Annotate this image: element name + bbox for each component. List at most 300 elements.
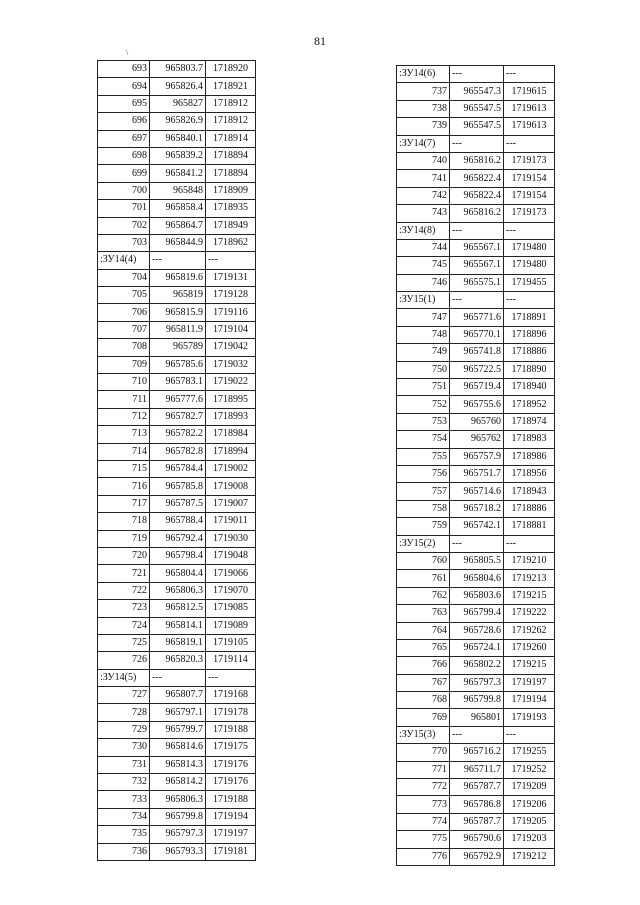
y-coordinate-cell: 1719085 bbox=[206, 600, 256, 617]
table-row bbox=[98, 391, 256, 408]
point-number-cell: 720 bbox=[98, 547, 150, 564]
y-coordinate-cell: 1718949 bbox=[206, 217, 256, 234]
y-coordinate-cell: --- bbox=[504, 292, 555, 309]
y-coordinate-cell: 1718894 bbox=[206, 147, 256, 164]
point-number-cell: 734 bbox=[98, 808, 150, 825]
y-coordinate-cell: 1719613 bbox=[504, 100, 555, 117]
x-coordinate-cell: 965848 bbox=[150, 182, 206, 199]
x-coordinate-cell: --- bbox=[450, 726, 504, 743]
table-row bbox=[98, 791, 256, 808]
x-coordinate-cell: --- bbox=[150, 669, 206, 686]
y-coordinate-cell: 1718891 bbox=[504, 309, 555, 326]
point-number-cell: 745 bbox=[397, 257, 450, 274]
x-coordinate-cell: 965816.2 bbox=[450, 205, 504, 222]
table-row bbox=[397, 83, 555, 100]
y-coordinate-cell: 1719212 bbox=[504, 848, 555, 865]
x-coordinate-cell: 965792.4 bbox=[150, 530, 206, 547]
x-coordinate-cell: 965728.6 bbox=[450, 622, 504, 639]
table-row bbox=[397, 309, 555, 326]
y-coordinate-cell: 1718935 bbox=[206, 200, 256, 217]
point-number-cell: 748 bbox=[397, 326, 450, 343]
y-coordinate-cell: 1719032 bbox=[206, 356, 256, 373]
y-coordinate-cell: 1719193 bbox=[504, 709, 555, 726]
y-coordinate-cell: 1718986 bbox=[504, 448, 555, 465]
point-number-cell: 704 bbox=[98, 269, 150, 286]
point-number-cell: 718 bbox=[98, 513, 150, 530]
table-row bbox=[397, 152, 555, 169]
y-coordinate-cell: 1718920 bbox=[206, 61, 256, 78]
x-coordinate-cell: 965547.3 bbox=[450, 83, 504, 100]
x-coordinate-cell: 965567.1 bbox=[450, 239, 504, 256]
point-number-cell: 730 bbox=[98, 739, 150, 756]
x-coordinate-cell: 965802.2 bbox=[450, 657, 504, 674]
point-number-cell: 708 bbox=[98, 339, 150, 356]
y-coordinate-cell: 1719089 bbox=[206, 617, 256, 634]
x-coordinate-cell: --- bbox=[450, 535, 504, 552]
x-coordinate-cell: 965760 bbox=[450, 413, 504, 430]
x-coordinate-cell: 965547.5 bbox=[450, 100, 504, 117]
y-coordinate-cell: 1719168 bbox=[206, 687, 256, 704]
y-coordinate-cell: 1719194 bbox=[206, 808, 256, 825]
table-row bbox=[98, 287, 256, 304]
point-number-cell: 709 bbox=[98, 356, 150, 373]
x-coordinate-cell: 965819.1 bbox=[150, 634, 206, 651]
table-row bbox=[397, 239, 555, 256]
x-coordinate-cell: 965839.2 bbox=[150, 147, 206, 164]
y-coordinate-cell: 1718894 bbox=[206, 165, 256, 182]
coordinates-table-right-body bbox=[397, 66, 555, 866]
y-coordinate-cell: 1719252 bbox=[504, 761, 555, 778]
table-row bbox=[397, 66, 555, 83]
table-row bbox=[397, 779, 555, 796]
y-coordinate-cell: 1719154 bbox=[504, 187, 555, 204]
table-row bbox=[397, 448, 555, 465]
y-coordinate-cell: 1719011 bbox=[206, 513, 256, 530]
section-label-cell: :ЗУ15(3) bbox=[397, 726, 450, 743]
point-number-cell: 733 bbox=[98, 791, 150, 808]
y-coordinate-cell: 1718886 bbox=[504, 344, 555, 361]
table-row bbox=[98, 200, 256, 217]
point-number-cell: 768 bbox=[397, 692, 450, 709]
point-number-cell: 776 bbox=[397, 848, 450, 865]
section-label-cell: :ЗУ15(2) bbox=[397, 535, 450, 552]
table-row bbox=[98, 756, 256, 773]
table-row bbox=[397, 692, 555, 709]
y-coordinate-cell: 1718956 bbox=[504, 465, 555, 482]
y-coordinate-cell: 1718952 bbox=[504, 396, 555, 413]
x-coordinate-cell: 965783.1 bbox=[150, 374, 206, 391]
x-coordinate-cell: --- bbox=[450, 222, 504, 239]
table-row bbox=[98, 61, 256, 78]
section-label-cell: :ЗУ14(7) bbox=[397, 135, 450, 152]
table-row bbox=[397, 413, 555, 430]
coordinates-table-left bbox=[97, 60, 256, 861]
table-row bbox=[98, 582, 256, 599]
x-coordinate-cell: 965714.6 bbox=[450, 483, 504, 500]
x-coordinate-cell: 965812.5 bbox=[150, 600, 206, 617]
table-row bbox=[397, 344, 555, 361]
point-number-cell: 756 bbox=[397, 465, 450, 482]
y-coordinate-cell: 1719114 bbox=[206, 652, 256, 669]
table-row bbox=[397, 500, 555, 517]
y-coordinate-cell: 1719215 bbox=[504, 587, 555, 604]
y-coordinate-cell: 1718912 bbox=[206, 113, 256, 130]
x-coordinate-cell: 965787.7 bbox=[450, 813, 504, 830]
x-coordinate-cell: 965785.6 bbox=[150, 356, 206, 373]
point-number-cell: 698 bbox=[98, 147, 150, 164]
coordinates-table-right bbox=[396, 65, 555, 866]
section-label-cell: :ЗУ14(6) bbox=[397, 66, 450, 83]
table-row bbox=[98, 113, 256, 130]
x-coordinate-cell: 965724.1 bbox=[450, 639, 504, 656]
y-coordinate-cell: 1719260 bbox=[504, 639, 555, 656]
x-coordinate-cell: 965826.9 bbox=[150, 113, 206, 130]
y-coordinate-cell: 1719210 bbox=[504, 552, 555, 569]
point-number-cell: 767 bbox=[397, 674, 450, 691]
point-number-cell: 773 bbox=[397, 796, 450, 813]
point-number-cell: 713 bbox=[98, 426, 150, 443]
x-coordinate-cell: 965801 bbox=[450, 709, 504, 726]
table-row bbox=[98, 495, 256, 512]
point-number-cell: 719 bbox=[98, 530, 150, 547]
table-row bbox=[98, 826, 256, 843]
point-number-cell: 763 bbox=[397, 605, 450, 622]
table-row bbox=[98, 565, 256, 582]
x-coordinate-cell: 965799.4 bbox=[450, 605, 504, 622]
table-row bbox=[98, 460, 256, 477]
table-row bbox=[397, 639, 555, 656]
y-coordinate-cell: 1719008 bbox=[206, 478, 256, 495]
y-coordinate-cell: 1719615 bbox=[504, 83, 555, 100]
table-row bbox=[98, 669, 256, 686]
point-number-cell: 758 bbox=[397, 500, 450, 517]
y-coordinate-cell: 1719178 bbox=[206, 704, 256, 721]
table-row bbox=[397, 831, 555, 848]
y-coordinate-cell: 1719613 bbox=[504, 118, 555, 135]
x-coordinate-cell: 965575.1 bbox=[450, 274, 504, 291]
point-number-cell: 747 bbox=[397, 309, 450, 326]
y-coordinate-cell: 1719188 bbox=[206, 791, 256, 808]
point-number-cell: 774 bbox=[397, 813, 450, 830]
point-number-cell: 715 bbox=[98, 460, 150, 477]
x-coordinate-cell: --- bbox=[450, 292, 504, 309]
table-row bbox=[98, 687, 256, 704]
table-row bbox=[397, 518, 555, 535]
point-number-cell: 770 bbox=[397, 744, 450, 761]
point-number-cell: 753 bbox=[397, 413, 450, 430]
x-coordinate-cell: 965806.3 bbox=[150, 582, 206, 599]
table-row bbox=[397, 657, 555, 674]
y-coordinate-cell: 1719455 bbox=[504, 274, 555, 291]
x-coordinate-cell: 965718.2 bbox=[450, 500, 504, 517]
x-coordinate-cell: 965567.1 bbox=[450, 257, 504, 274]
x-coordinate-cell: 965814.3 bbox=[150, 756, 206, 773]
table-row bbox=[98, 634, 256, 651]
x-coordinate-cell: 965755.6 bbox=[450, 396, 504, 413]
y-coordinate-cell: 1718940 bbox=[504, 379, 555, 396]
point-number-cell: 771 bbox=[397, 761, 450, 778]
table-row bbox=[397, 135, 555, 152]
x-coordinate-cell: 965786.8 bbox=[450, 796, 504, 813]
point-number-cell: 749 bbox=[397, 344, 450, 361]
y-coordinate-cell: 1718914 bbox=[206, 130, 256, 147]
table-row bbox=[98, 165, 256, 182]
point-number-cell: 752 bbox=[397, 396, 450, 413]
x-coordinate-cell: 965757.9 bbox=[450, 448, 504, 465]
point-number-cell: 695 bbox=[98, 95, 150, 112]
x-coordinate-cell: 965827 bbox=[150, 95, 206, 112]
y-coordinate-cell: 1718962 bbox=[206, 234, 256, 251]
y-coordinate-cell: 1718890 bbox=[504, 361, 555, 378]
point-number-cell: 705 bbox=[98, 287, 150, 304]
y-coordinate-cell: 1719176 bbox=[206, 774, 256, 791]
y-coordinate-cell: 1718909 bbox=[206, 182, 256, 199]
y-coordinate-cell: 1719030 bbox=[206, 530, 256, 547]
table-row bbox=[397, 587, 555, 604]
coordinates-table-left-body bbox=[98, 61, 256, 861]
x-coordinate-cell: 965790.6 bbox=[450, 831, 504, 848]
y-coordinate-cell: --- bbox=[206, 669, 256, 686]
y-coordinate-cell: 1718943 bbox=[504, 483, 555, 500]
point-number-cell: 746 bbox=[397, 274, 450, 291]
x-coordinate-cell: 965841.2 bbox=[150, 165, 206, 182]
point-number-cell: 703 bbox=[98, 234, 150, 251]
point-number-cell: 732 bbox=[98, 774, 150, 791]
point-number-cell: 759 bbox=[397, 518, 450, 535]
x-coordinate-cell: 965762 bbox=[450, 431, 504, 448]
table-row bbox=[397, 726, 555, 743]
point-number-cell: 701 bbox=[98, 200, 150, 217]
x-coordinate-cell: 965803.7 bbox=[150, 61, 206, 78]
table-row bbox=[98, 147, 256, 164]
table-row bbox=[98, 513, 256, 530]
y-coordinate-cell: 1719048 bbox=[206, 547, 256, 564]
y-coordinate-cell: --- bbox=[504, 535, 555, 552]
point-number-cell: 717 bbox=[98, 495, 150, 512]
y-coordinate-cell: 1719105 bbox=[206, 634, 256, 651]
table-row bbox=[397, 709, 555, 726]
point-number-cell: 712 bbox=[98, 408, 150, 425]
point-number-cell: 697 bbox=[98, 130, 150, 147]
table-row bbox=[98, 808, 256, 825]
table-row bbox=[98, 269, 256, 286]
y-coordinate-cell: 1719480 bbox=[504, 257, 555, 274]
x-coordinate-cell: 965799.8 bbox=[450, 692, 504, 709]
point-number-cell: 725 bbox=[98, 634, 150, 651]
y-coordinate-cell: 1719197 bbox=[206, 826, 256, 843]
table-row bbox=[397, 326, 555, 343]
y-coordinate-cell: --- bbox=[504, 66, 555, 83]
y-coordinate-cell: 1719213 bbox=[504, 570, 555, 587]
point-number-cell: 755 bbox=[397, 448, 450, 465]
table-row bbox=[98, 78, 256, 95]
y-coordinate-cell: 1719116 bbox=[206, 304, 256, 321]
point-number-cell: 741 bbox=[397, 170, 450, 187]
x-coordinate-cell: 965804.6 bbox=[450, 570, 504, 587]
x-coordinate-cell: 965782.2 bbox=[150, 426, 206, 443]
table-row bbox=[397, 292, 555, 309]
point-number-cell: 742 bbox=[397, 187, 450, 204]
x-coordinate-cell: 965792.9 bbox=[450, 848, 504, 865]
table-row bbox=[397, 170, 555, 187]
point-number-cell: 766 bbox=[397, 657, 450, 674]
x-coordinate-cell: 965722.5 bbox=[450, 361, 504, 378]
y-coordinate-cell: 1719175 bbox=[206, 739, 256, 756]
section-label-cell: :ЗУ14(5) bbox=[98, 669, 150, 686]
x-coordinate-cell: 965811.9 bbox=[150, 321, 206, 338]
y-coordinate-cell: 1719066 bbox=[206, 565, 256, 582]
y-coordinate-cell: 1719131 bbox=[206, 269, 256, 286]
table-row bbox=[98, 721, 256, 738]
table-row bbox=[98, 130, 256, 147]
x-coordinate-cell: 965793.3 bbox=[150, 843, 206, 860]
table-row bbox=[98, 739, 256, 756]
point-number-cell: 727 bbox=[98, 687, 150, 704]
y-coordinate-cell: 1719173 bbox=[504, 152, 555, 169]
table-row bbox=[397, 761, 555, 778]
x-coordinate-cell: 965771.6 bbox=[450, 309, 504, 326]
point-number-cell: 751 bbox=[397, 379, 450, 396]
y-coordinate-cell: 1719173 bbox=[504, 205, 555, 222]
x-coordinate-cell: 965719.4 bbox=[450, 379, 504, 396]
point-number-cell: 711 bbox=[98, 391, 150, 408]
y-coordinate-cell: --- bbox=[504, 726, 555, 743]
table-row bbox=[98, 652, 256, 669]
x-coordinate-cell: 965777.6 bbox=[150, 391, 206, 408]
table-row bbox=[98, 374, 256, 391]
x-coordinate-cell: 965789 bbox=[150, 339, 206, 356]
y-coordinate-cell: 1719070 bbox=[206, 582, 256, 599]
x-coordinate-cell: --- bbox=[450, 135, 504, 152]
table-row bbox=[98, 252, 256, 269]
y-coordinate-cell: 1718921 bbox=[206, 78, 256, 95]
point-number-cell: 744 bbox=[397, 239, 450, 256]
point-number-cell: 722 bbox=[98, 582, 150, 599]
y-coordinate-cell: 1718896 bbox=[504, 326, 555, 343]
y-coordinate-cell: 1719128 bbox=[206, 287, 256, 304]
table-row bbox=[397, 744, 555, 761]
table-row bbox=[397, 813, 555, 830]
x-coordinate-cell: 965858.4 bbox=[150, 200, 206, 217]
x-coordinate-cell: 965815.9 bbox=[150, 304, 206, 321]
table-row bbox=[397, 187, 555, 204]
x-coordinate-cell: 965716.2 bbox=[450, 744, 504, 761]
point-number-cell: 769 bbox=[397, 709, 450, 726]
y-coordinate-cell: --- bbox=[504, 222, 555, 239]
x-coordinate-cell: 965741.8 bbox=[450, 344, 504, 361]
point-number-cell: 724 bbox=[98, 617, 150, 634]
table-row bbox=[397, 274, 555, 291]
x-coordinate-cell: 965820.3 bbox=[150, 652, 206, 669]
point-number-cell: 736 bbox=[98, 843, 150, 860]
x-coordinate-cell: 965799.8 bbox=[150, 808, 206, 825]
x-coordinate-cell: 965844.9 bbox=[150, 234, 206, 251]
y-coordinate-cell: 1718881 bbox=[504, 518, 555, 535]
table-row bbox=[98, 217, 256, 234]
point-number-cell: 700 bbox=[98, 182, 150, 199]
table-row bbox=[98, 304, 256, 321]
point-number-cell: 702 bbox=[98, 217, 150, 234]
point-number-cell: 693 bbox=[98, 61, 150, 78]
x-coordinate-cell: 965782.8 bbox=[150, 443, 206, 460]
x-coordinate-cell: 965826.4 bbox=[150, 78, 206, 95]
y-coordinate-cell: 1718983 bbox=[504, 431, 555, 448]
x-coordinate-cell: 965797.3 bbox=[150, 826, 206, 843]
point-number-cell: 716 bbox=[98, 478, 150, 495]
table-row bbox=[397, 118, 555, 135]
table-row bbox=[98, 95, 256, 112]
point-number-cell: 750 bbox=[397, 361, 450, 378]
table-row bbox=[397, 535, 555, 552]
point-number-cell: 754 bbox=[397, 431, 450, 448]
section-label-cell: :ЗУ14(4) bbox=[98, 252, 150, 269]
point-number-cell: 707 bbox=[98, 321, 150, 338]
table-row bbox=[98, 408, 256, 425]
table-row bbox=[98, 530, 256, 547]
y-coordinate-cell: --- bbox=[504, 135, 555, 152]
point-number-cell: 738 bbox=[397, 100, 450, 117]
x-coordinate-cell: 965864.7 bbox=[150, 217, 206, 234]
point-number-cell: 743 bbox=[397, 205, 450, 222]
x-coordinate-cell: --- bbox=[450, 66, 504, 83]
x-coordinate-cell: 965711.7 bbox=[450, 761, 504, 778]
point-number-cell: 726 bbox=[98, 652, 150, 669]
table-row bbox=[397, 622, 555, 639]
x-coordinate-cell: 965798.4 bbox=[150, 547, 206, 564]
point-number-cell: 735 bbox=[98, 826, 150, 843]
x-coordinate-cell: 965807.7 bbox=[150, 687, 206, 704]
point-number-cell: 775 bbox=[397, 831, 450, 848]
y-coordinate-cell: 1719194 bbox=[504, 692, 555, 709]
table-row bbox=[98, 478, 256, 495]
table-row bbox=[98, 182, 256, 199]
x-coordinate-cell: 965804.4 bbox=[150, 565, 206, 582]
table-row bbox=[98, 321, 256, 338]
y-coordinate-cell: 1719215 bbox=[504, 657, 555, 674]
table-row bbox=[98, 843, 256, 860]
x-coordinate-cell: 965782.7 bbox=[150, 408, 206, 425]
point-number-cell: 757 bbox=[397, 483, 450, 500]
x-coordinate-cell: 965814.2 bbox=[150, 774, 206, 791]
x-coordinate-cell: 965770.1 bbox=[450, 326, 504, 343]
y-coordinate-cell: 1719203 bbox=[504, 831, 555, 848]
page-number: 81 bbox=[314, 34, 326, 48]
y-coordinate-cell: 1719154 bbox=[504, 170, 555, 187]
point-number-cell: 728 bbox=[98, 704, 150, 721]
x-coordinate-cell: 965799.7 bbox=[150, 721, 206, 738]
table-row bbox=[397, 483, 555, 500]
y-coordinate-cell: 1719002 bbox=[206, 460, 256, 477]
y-coordinate-cell: 1719222 bbox=[504, 605, 555, 622]
point-number-cell: 764 bbox=[397, 622, 450, 639]
x-coordinate-cell: --- bbox=[150, 252, 206, 269]
y-coordinate-cell: 1718984 bbox=[206, 426, 256, 443]
point-number-cell: 772 bbox=[397, 779, 450, 796]
table-row bbox=[397, 848, 555, 865]
y-coordinate-cell: 1718993 bbox=[206, 408, 256, 425]
x-coordinate-cell: 965784.4 bbox=[150, 460, 206, 477]
x-coordinate-cell: 965797.3 bbox=[450, 674, 504, 691]
x-coordinate-cell: 965819 bbox=[150, 287, 206, 304]
table-row bbox=[397, 674, 555, 691]
point-number-cell: 765 bbox=[397, 639, 450, 656]
y-coordinate-cell: 1719480 bbox=[504, 239, 555, 256]
table-row bbox=[397, 465, 555, 482]
x-coordinate-cell: 965816.2 bbox=[450, 152, 504, 169]
y-coordinate-cell: 1719262 bbox=[504, 622, 555, 639]
point-number-cell: 731 bbox=[98, 756, 150, 773]
table-row bbox=[397, 570, 555, 587]
